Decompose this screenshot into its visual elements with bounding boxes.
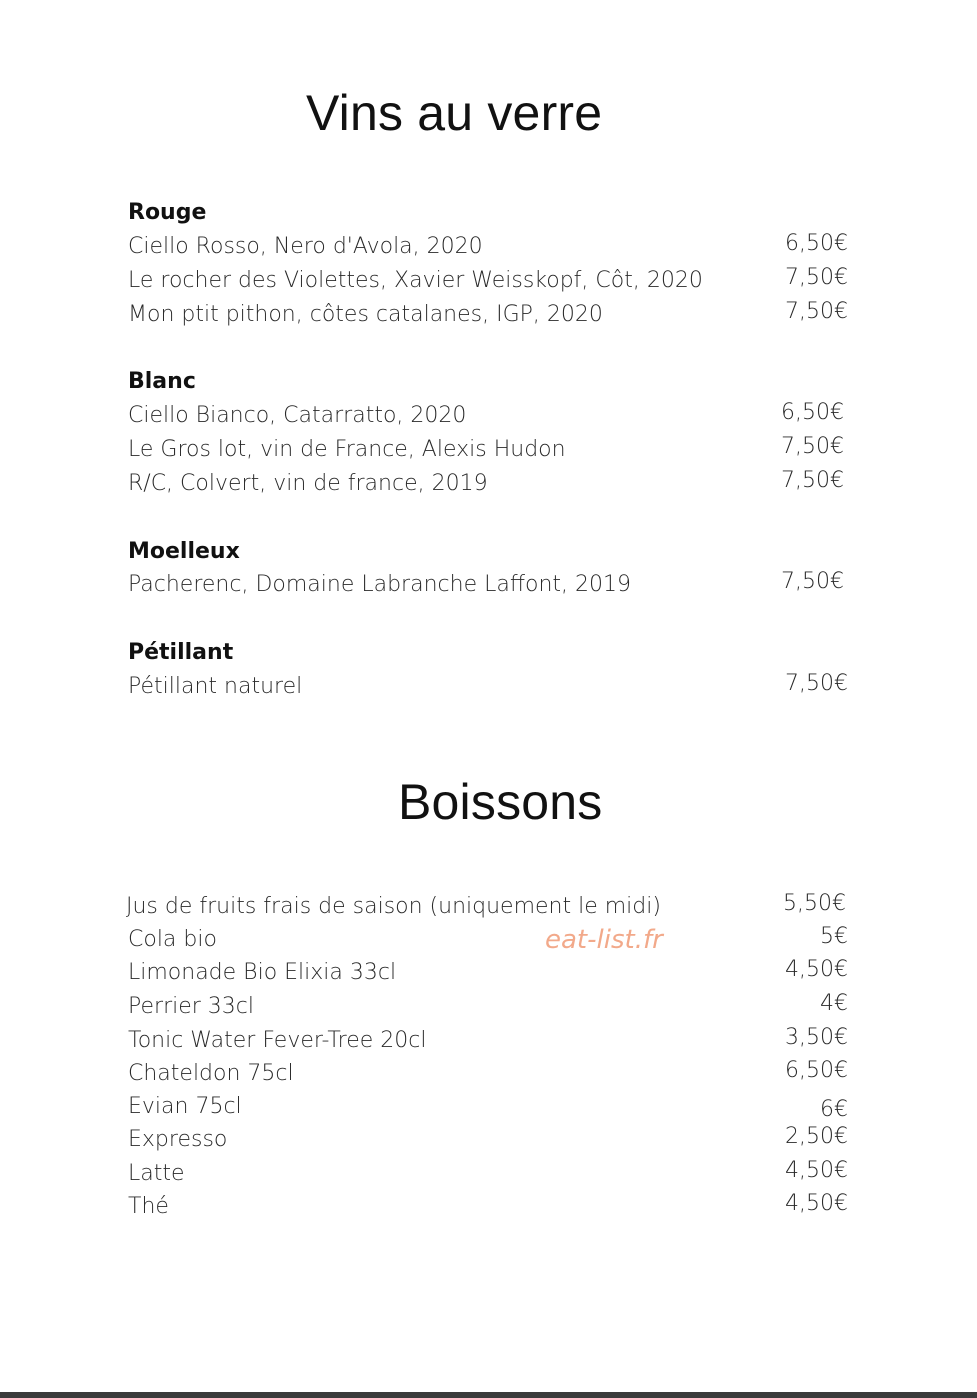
item-name: Limonade Bio Elixia 33cl <box>128 960 397 985</box>
item-name: Pacherenc, Domaine Labranche Laffont, 2019 <box>128 572 631 597</box>
item-name: Cola bio <box>128 927 217 952</box>
list-item <box>128 1025 848 1062</box>
list-item <box>128 400 848 437</box>
list-item <box>128 434 848 471</box>
list-item <box>128 231 848 268</box>
list-item <box>128 924 848 961</box>
item-name: Ciello Bianco, Catarratto, 2020 <box>128 403 467 428</box>
item-name: Pétillant naturel <box>128 674 303 699</box>
item-price: 5,50€ <box>783 891 846 916</box>
list-item <box>128 265 848 302</box>
item-name: Latte <box>128 1161 185 1186</box>
item-price: 5€ <box>820 924 848 949</box>
wines-title: Vins au verre <box>306 85 603 141</box>
list-item <box>128 299 848 336</box>
item-price: 6,50€ <box>785 1058 848 1083</box>
section-heading-petillant: Pétillant <box>128 640 234 665</box>
item-name: R/C, Colvert, vin de france, 2019 <box>128 471 488 496</box>
item-price: 6,50€ <box>781 400 844 425</box>
watermark: eat-list.fr <box>545 925 663 955</box>
item-price: 7,50€ <box>781 434 844 459</box>
item-name: Expresso <box>128 1127 228 1152</box>
item-price: 7,50€ <box>781 569 844 594</box>
item-name: Perrier 33cl <box>128 994 254 1019</box>
item-name: Jus de fruits frais de saison (uniquement le midi) <box>126 894 661 919</box>
item-name: Mon ptit pithon, côtes catalanes, IGP, 2020 <box>128 302 603 327</box>
list-item <box>128 1191 848 1228</box>
item-name: Ciello Rosso, Nero d'Avola, 2020 <box>128 234 483 259</box>
item-price: 4€ <box>820 991 848 1016</box>
item-name: Le Gros lot, vin de France, Alexis Hudon <box>128 437 566 462</box>
list-item <box>128 1124 848 1161</box>
list-item <box>128 991 848 1028</box>
item-name: Evian 75cl <box>128 1094 242 1119</box>
item-price: 6,50€ <box>785 231 848 256</box>
item-price: 7,50€ <box>785 671 848 696</box>
bottom-border <box>0 1392 977 1398</box>
list-item <box>128 468 848 505</box>
drinks-title: Boissons <box>398 774 603 830</box>
item-price: 3,50€ <box>785 1025 848 1050</box>
list-item <box>128 671 848 708</box>
item-price: 2,50€ <box>785 1124 848 1149</box>
item-price: 4,50€ <box>785 1191 848 1216</box>
section-heading-rouge: Rouge <box>128 200 207 225</box>
item-price: 4,50€ <box>785 957 848 982</box>
item-price: 6€ <box>820 1097 848 1122</box>
list-item <box>126 891 846 928</box>
item-name: Tonic Water Fever-Tree 20cl <box>128 1028 427 1053</box>
list-item <box>128 957 848 994</box>
list-item <box>128 1158 848 1195</box>
section-heading-moelleux: Moelleux <box>128 539 240 564</box>
list-item <box>128 569 848 606</box>
item-name: Thé <box>128 1194 169 1219</box>
list-item <box>128 1058 848 1095</box>
item-price: 7,50€ <box>785 265 848 290</box>
section-heading-blanc: Blanc <box>128 369 196 394</box>
list-item <box>128 1094 848 1128</box>
item-price: 7,50€ <box>785 299 848 324</box>
item-price: 4,50€ <box>785 1158 848 1183</box>
item-price: 7,50€ <box>781 468 844 493</box>
item-name: Chateldon 75cl <box>128 1061 294 1086</box>
item-name: Le rocher des Violettes, Xavier Weisskopf, Côt, 2020 <box>128 268 703 293</box>
